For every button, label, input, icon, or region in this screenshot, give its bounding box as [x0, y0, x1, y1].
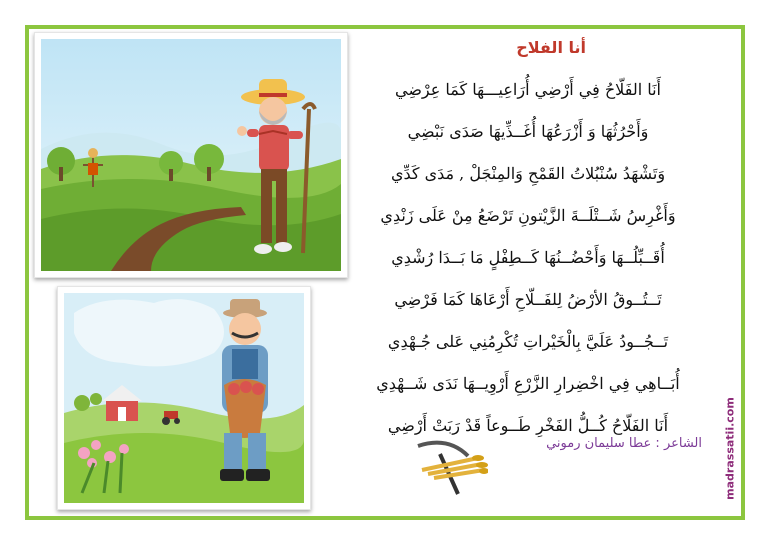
- poet-credit: الشاعر : عطا سليمان رموني: [546, 436, 702, 451]
- farmer-field-illustration: [34, 32, 348, 278]
- poem-line: تَــجُــودُ عَلَيَّ بِالْخَيْراتِ تُكْرِمُنِي عَلى جُـهْدِي: [387, 332, 669, 351]
- poem-line: أَنَا الفَلّاحُ فِي أَرْضِي أُرَاعِيـــهَا كَمَا عِرْضِي: [395, 80, 661, 99]
- poem-line: أُبَــاهِي فِي اخْضِرارِ الزَّرْعِ أَرْوِيــهَا نَدَى شَــهْدِي: [376, 374, 680, 393]
- poem-line: تَــتُــوقُ الأرْضُ لِلفَــلّاحِ أَرْعَاهَا كَمَا فَرْضِي: [394, 290, 662, 309]
- poem-line: وَتَشْهَدُ سُنْبُلاتُ القَمْحِ وَالمِنْجَلْ , مَدَى كَدِّي: [390, 164, 666, 183]
- poem-line: أَنَا الفَلّاحُ كُــلُّ الفَخْرِ طَــوعاً قَدْ رَبَتْ أَرْضِي: [387, 416, 669, 435]
- sickle-wheat-icon: [398, 440, 488, 496]
- poem-line: أُقَــبِّلُــهَا وَأَحْضُــنُهَا كَــطِفْلٍ مَا بَــدَا رُشْدِي: [391, 248, 665, 267]
- farmer-basket-illustration: [57, 286, 311, 510]
- poem-body: [340, 74, 716, 452]
- poem-title: أنا الفلاح: [516, 38, 586, 57]
- poem-line: وَأَحْرُثُهَا وَ أَزْرَعُهَا أُغَــذِّيهَا صَدَى نَبْضِي: [407, 122, 649, 141]
- watermark-text: madrassatii.com: [723, 397, 737, 500]
- poem-line: وَأَغْرِسُ شَــتْلَــةَ الزَّيْتونِ تَرْضَعُ مِنْ عَلَى زَنْدِي: [380, 206, 676, 225]
- watermark: [722, 390, 740, 510]
